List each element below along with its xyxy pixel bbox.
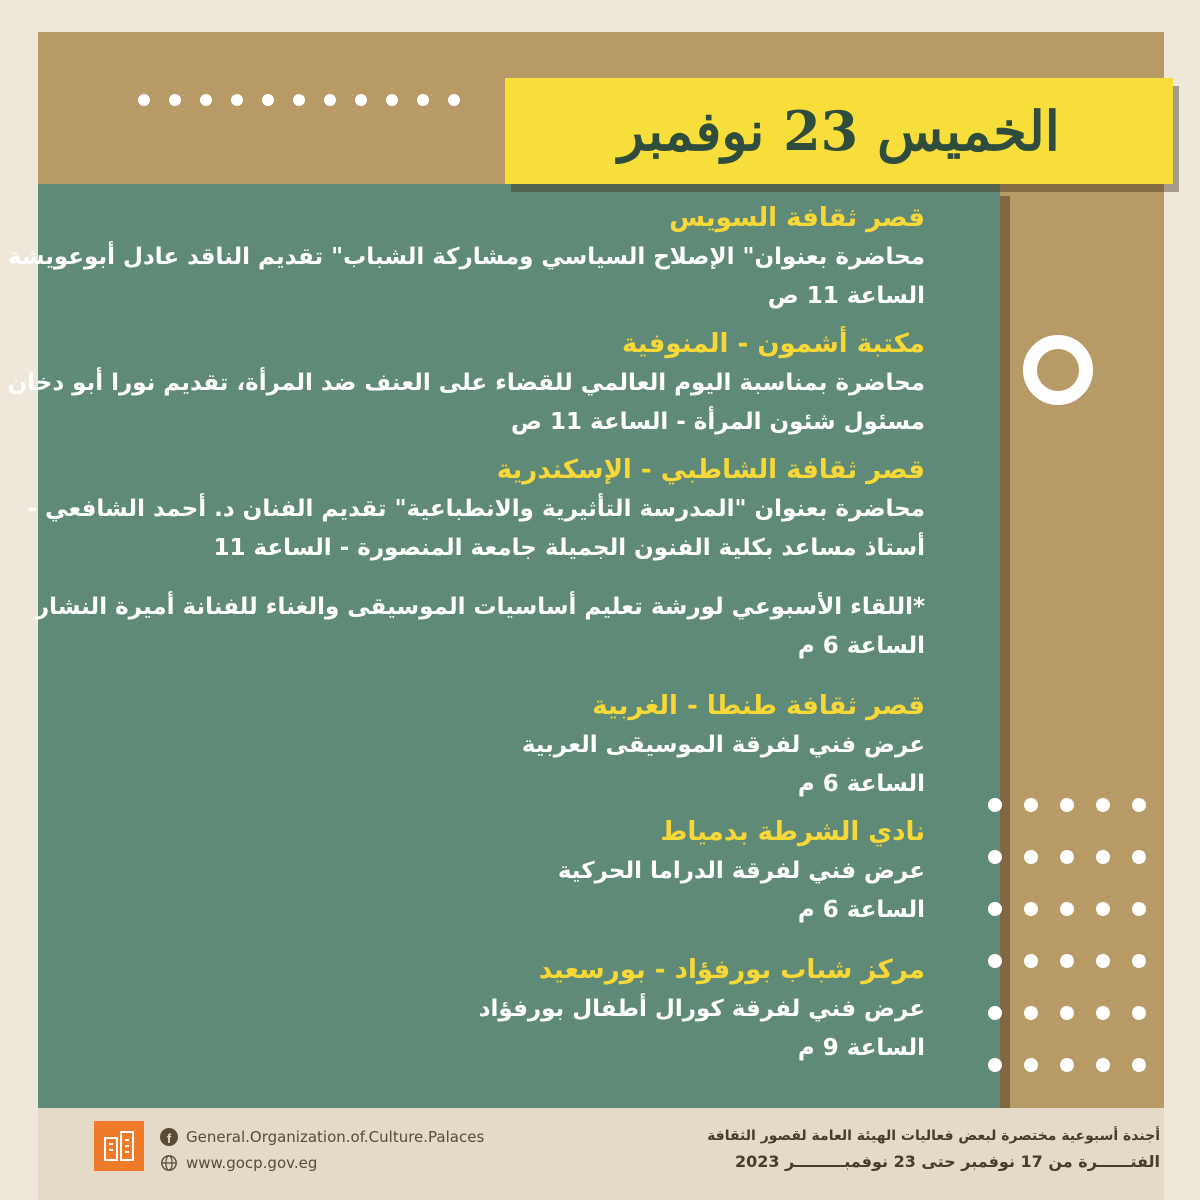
event-time: الساعة 11 ص [767,283,925,309]
agenda-info [707,1124,1160,1176]
facebook-handle[interactable]: General.Organization.of.Culture.Palaces [186,1128,485,1146]
event-description: محاضرة بمناسبة اليوم العالمي للقضاء على العنف ضد المرأة، تقديم نورا أبو دخان [7,370,925,396]
building-icon [101,1128,137,1164]
event-time: الساعة 6 م [797,771,925,797]
agenda-caption: أجندة أسبوعية مختصرة لبعض فعاليات الهيئة العامة لقصور الثقافة [707,1128,1160,1144]
globe-icon [160,1154,178,1172]
event-venue: نادي الشرطة بدمياط [660,817,925,847]
event-description: محاضرة بعنوان "المدرسة التأثيرية والانطباعية" تقديم الفنان د. أحمد الشافعي - [27,496,925,522]
event-block [35,588,925,666]
event-time: الساعة 9 م [797,1035,925,1061]
event-time: الساعة 6 م [797,897,925,923]
event-venue: قصر ثقافة السويس [669,203,925,233]
event-block [60,812,925,930]
grid-dots-decoration [988,798,1146,1072]
event-time: مسئول شئون المرأة - الساعة 11 ص [511,409,925,435]
event-venue: قصر ثقافة طنطا - الغربية [592,691,925,721]
event-block [60,950,925,1068]
event-description: محاضرة بعنوان" الإصلاح السياسي ومشاركة الشباب" تقديم الناقد عادل أبوعويشة [7,244,925,270]
facebook-icon: f [160,1128,178,1146]
website-row[interactable] [160,1150,484,1176]
event-venue: مكتبة أشمون - المنوفية [622,329,925,359]
event-venue: مركز شباب بورفؤاد - بورسعيد [538,955,925,985]
title-banner [505,78,1173,184]
ring-decoration [1023,335,1093,405]
website-link[interactable]: www.gocp.gov.eg [186,1154,318,1172]
top-dots-decoration [138,94,460,106]
organization-logo [94,1121,144,1171]
facebook-row[interactable] [160,1124,484,1150]
events-list [7,198,925,1076]
event-block [7,324,925,442]
page-title: الخميس 23 نوفمبر [618,99,1060,163]
event-description: *اللقاء الأسبوعي لورشة تعليم أساسيات الموسيقى والغناء للفنانة أميرة النشار [35,594,925,620]
event-description: عرض فني لفرقة كورال أطفال بورفؤاد [478,996,925,1022]
event-time: أستاذ مساعد بكلية الفنون الجميلة جامعة المنصورة - الساعة 11 [213,535,925,561]
event-block [27,450,925,568]
agenda-period: الفتــــــرة من 17 نوفمبر حتى 23 نوفمبـــــــــر 2023 [734,1152,1160,1171]
event-venue: قصر ثقافة الشاطبي - الإسكندرية [496,455,925,485]
event-description: عرض فني لفرقة الدراما الحركية [557,858,925,884]
event-block [60,686,925,804]
event-block [7,198,925,316]
event-description: عرض فني لفرقة الموسيقى العربية [521,732,925,758]
social-links [160,1124,484,1176]
event-time: الساعة 6 م [797,633,925,659]
